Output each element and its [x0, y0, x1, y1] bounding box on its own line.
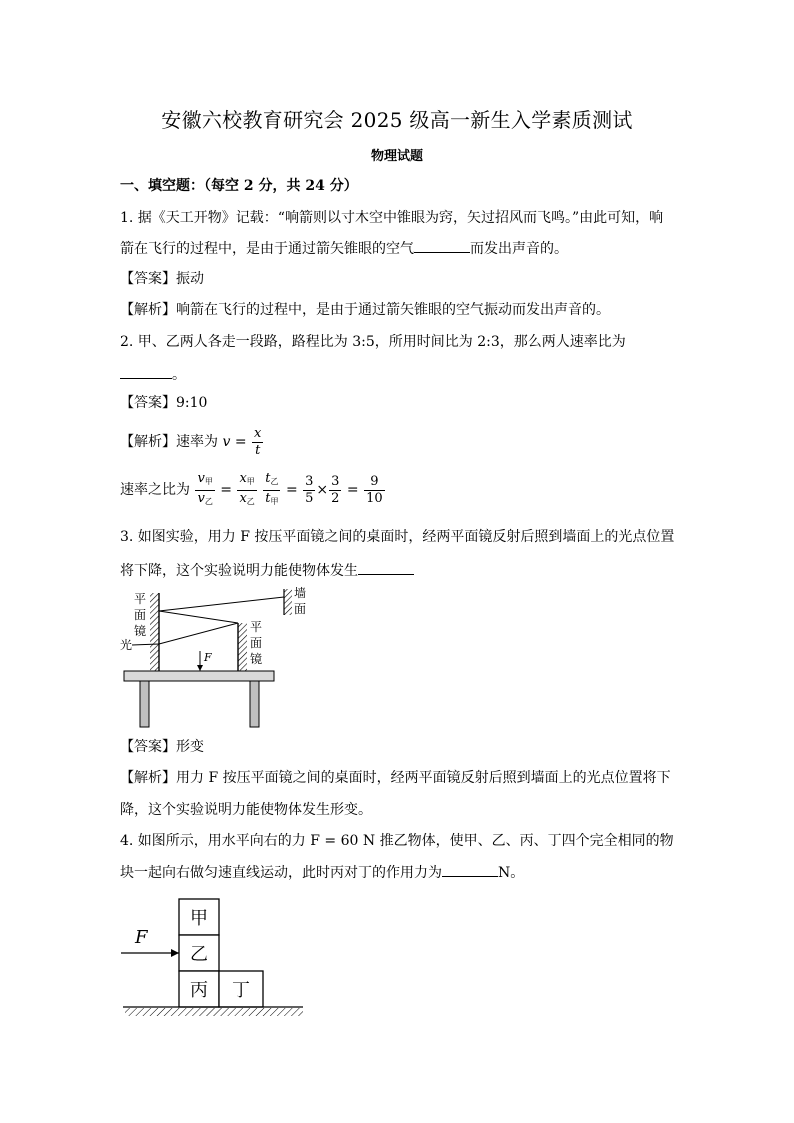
q1-line2-post: 而发出声音的。	[470, 241, 568, 257]
left-mirror-label-2: 面	[134, 608, 147, 622]
q1-analysis	[120, 300, 610, 320]
formula-x-over-t	[252, 426, 263, 459]
q2-ratio	[120, 470, 386, 510]
section-heading: 一、填空题：（每空 2 分，共 24 分）	[120, 178, 358, 194]
ratio-eq-1: =	[220, 482, 232, 498]
q2-answer-label: 【答案】	[120, 395, 176, 411]
q1-answer-label: 【答案】	[120, 271, 176, 287]
ratio-sub-yi-1: 乙	[204, 496, 213, 506]
q3-answer-value: 形变	[176, 739, 204, 755]
ratio-frac-2: $\frac{3}{2}$	[331, 473, 340, 506]
ratio-v2: v	[197, 490, 205, 506]
q2-line2-post: 。	[172, 367, 186, 383]
ratio-x1: x	[239, 470, 247, 486]
q4-line2-pre: 块一起向右做匀速直线运动，此时丙对丁的作用力为	[120, 865, 442, 881]
blocks-figure	[115, 895, 315, 1025]
ratio-v1: v	[197, 470, 205, 486]
formula-x: x	[254, 425, 262, 441]
ratio-x2: x	[239, 490, 247, 506]
q2-line2	[120, 364, 186, 385]
right-mirror	[238, 623, 247, 671]
q3-answer-label: 【答案】	[120, 739, 176, 755]
ratio-sub-jia-3: 甲	[270, 496, 279, 506]
force-label: F	[204, 651, 212, 664]
right-mirror-label-3: 镜	[250, 652, 263, 666]
ratio-eq-3: =	[346, 482, 359, 498]
light-label: 光	[120, 638, 133, 652]
q2-answer-value: 9:10	[176, 395, 208, 411]
wall-label-2: 面	[294, 602, 307, 616]
ratio-frac-result: $\frac{9}{10}$	[366, 473, 383, 506]
q3-analysis-text-1: 用力 F 按压平面镜之间的桌面时，经两平面镜反射后照到墙面上的光点位置将下	[176, 770, 671, 786]
q2-line1: 2. 甲、乙两人各走一段路，路程比为 3:5，所用时间比为 2:3，那么两人速率比为	[120, 334, 626, 350]
q3-analysis-label: 【解析】	[120, 770, 176, 786]
block-yi-label: 乙	[190, 944, 208, 965]
q4-blank	[442, 862, 498, 877]
ratio-pre: 速率之比为	[120, 482, 190, 498]
q3-line1: 3. 如图实验，用力 F 按压平面镜之间的桌面时，经两平面镜反射后照到墙面上的光点位置	[120, 529, 675, 545]
ratio-sub-jia-1: 甲	[204, 476, 213, 486]
q3-analysis-line1	[120, 768, 671, 788]
ray-2	[159, 611, 238, 623]
block-jia-label: 甲	[190, 908, 208, 929]
q3-line2	[120, 560, 414, 581]
q3-line2-pre: 将下降，这个实验说明力能使物体发生	[120, 563, 358, 579]
q2-blank	[120, 364, 172, 379]
ground-hatch	[125, 1008, 303, 1016]
q2-analysis-pre: 速率为	[176, 434, 218, 450]
left-mirror-label-3: 镜	[134, 624, 147, 638]
table-leg-left	[140, 681, 149, 727]
ratio-t-frac	[263, 471, 280, 510]
table-top	[124, 671, 274, 681]
ratio-t1: t	[265, 470, 271, 486]
left-mirror	[150, 593, 159, 671]
q3-answer	[120, 737, 204, 757]
q4-line2	[120, 862, 524, 883]
q1-analysis-text: 响箭在飞行的过程中，是由于通过箭矢锥眼的空气振动而发出声音的。	[176, 302, 610, 318]
exam-title: 安徽六校教育研究会 2025 级高一新生入学素质测试	[161, 108, 633, 132]
q1-answer-value: 振动	[176, 271, 204, 287]
formula-eq: =	[234, 434, 247, 450]
push-force-label: F	[135, 927, 148, 948]
right-mirror-label-1: 平	[250, 620, 263, 634]
block-ding-label: 丁	[232, 980, 250, 1001]
ratio-t2: t	[265, 490, 271, 506]
mirror-table-figure	[110, 585, 310, 733]
ratio-x-frac	[237, 471, 256, 510]
formula-t: t	[255, 442, 261, 458]
q4-line1: 4. 如图所示，用水平向右的力 F = 60 N 推乙物体，使甲、乙、丙、丁四个完全相同的物	[120, 833, 674, 849]
formula-v: v	[222, 434, 231, 450]
q1-line2-pre: 箭在飞行的过程中，是由于通过箭矢锥眼的空气	[120, 241, 414, 257]
ratio-v-frac	[195, 471, 214, 510]
q1-answer	[120, 269, 204, 289]
ratio-sub-jia-2: 甲	[246, 476, 255, 486]
q2-analysis	[120, 424, 264, 460]
q4-line2-post: N。	[498, 865, 525, 881]
ray-3	[159, 597, 284, 611]
q3-analysis-line2: 降，这个实验说明力能使物体发生形变。	[120, 802, 372, 818]
block-bing-label: 丙	[190, 980, 208, 1001]
q1-line2	[120, 238, 568, 259]
ratio-frac-1: $\frac{3}{5}$	[305, 473, 314, 506]
ratio-sub-yi-3: 乙	[270, 476, 279, 486]
right-mirror-label-2: 面	[250, 636, 263, 650]
q3-blank	[358, 560, 414, 575]
q1-blank	[414, 238, 470, 253]
push-force-arrowhead	[171, 949, 179, 957]
ratio-sub-yi-2: 乙	[246, 496, 255, 506]
ratio-times: ×	[316, 482, 329, 498]
wall	[284, 589, 292, 615]
left-mirror-label-1: 平	[134, 592, 147, 606]
table-leg-right	[250, 681, 259, 727]
wall-label-1: 墙	[294, 586, 307, 600]
ratio-eq-2: =	[285, 482, 298, 498]
q1-analysis-label: 【解析】	[120, 302, 176, 318]
q2-answer	[120, 393, 207, 413]
exam-subtitle: 物理试题	[370, 149, 423, 164]
q2-analysis-label: 【解析】	[120, 434, 176, 450]
q1-line1: 1. 据《天工开物》记载：“响箭则以寸木空中锥眼为窍，矢过招风而飞鸣。”由此可知，响	[120, 210, 664, 226]
ray-1	[159, 623, 238, 644]
force-arrowhead	[197, 665, 203, 671]
